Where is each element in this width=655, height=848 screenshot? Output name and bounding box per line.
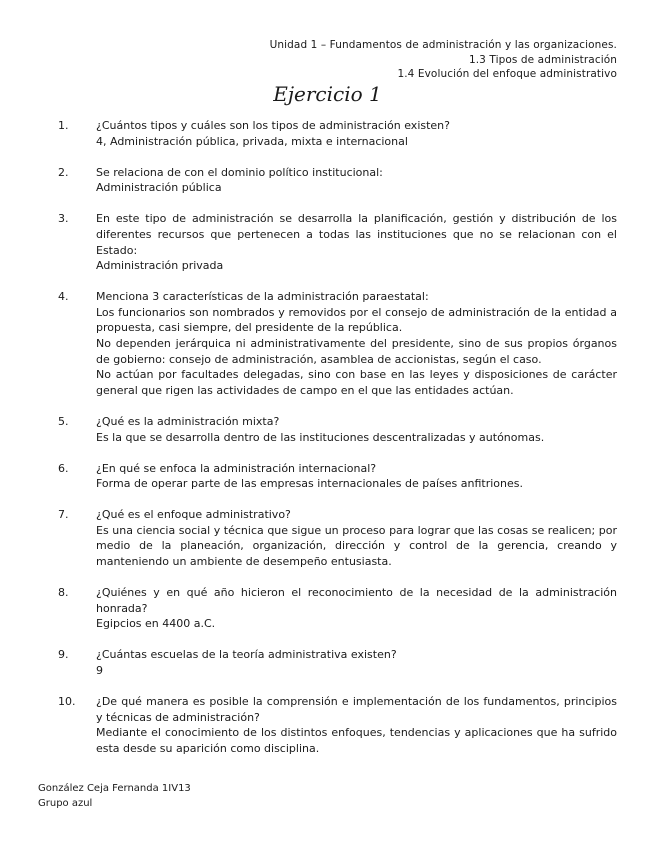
question-item xyxy=(58,289,617,398)
question-text: ¿En qué se enfoca la administración internacional? xyxy=(96,461,377,475)
question-text: ¿De qué manera es posible la comprensión e implementación de los fundamentos, principios y técnicas de administración? xyxy=(96,695,617,724)
question-number: 8. xyxy=(58,586,69,600)
header-unit: Unidad 1 – Fundamentos de administración y las organizaciones. xyxy=(269,39,617,51)
question-text: Menciona 3 características de la administración paraestatal: xyxy=(96,290,429,304)
question-item xyxy=(58,414,617,445)
question-item xyxy=(58,585,617,632)
question-text: ¿Cuántas escuelas de la teoría administrativa existen? xyxy=(96,648,397,662)
answer-text: 4, Administración pública, privada, mixta e internacional xyxy=(96,134,408,148)
question-number: 7. xyxy=(58,508,69,522)
question-number: 3. xyxy=(58,212,69,226)
header-topic-1-4: 1.4 Evolución del enfoque administrativo xyxy=(397,68,617,80)
question-item xyxy=(58,118,617,149)
page-title: Ejercicio 1 xyxy=(273,82,382,106)
question-text: En este tipo de administración se desarrolla la planificación, gestión y distribución de los diferentes recursos que pertenecen a todas las instituciones que no se relacionan con el Estado: xyxy=(96,212,617,257)
question-item xyxy=(58,647,617,678)
question-number: 5. xyxy=(58,414,69,428)
question-item xyxy=(58,165,617,196)
footer-author: González Ceja Fernanda 1IV13 xyxy=(38,783,191,794)
question-list xyxy=(58,118,617,772)
question-text: Se relaciona de con el dominio político institucional: xyxy=(96,165,383,179)
question-number: 2. xyxy=(58,165,69,179)
answer-text: Es la que se desarrolla dentro de las instituciones descentralizadas y autónomas. xyxy=(96,430,545,444)
answer-text: Administración privada xyxy=(96,259,224,273)
question-item xyxy=(58,211,617,273)
question-text: ¿Qué es la administración mixta? xyxy=(96,414,280,428)
question-number: 4. xyxy=(58,290,69,304)
answer-text: Mediante el conocimiento de los distintos enfoques, tendencias y aplicaciones que ha sufrido esta desde su aparición como disciplina. xyxy=(96,726,617,755)
answer-text: Es una ciencia social y técnica que sigue un proceso para lograr que las cosas se realicen; por medio de la planeación, organización, dirección y control de la gerencia, creando y manteniendo un ambiente de desempeño entusiasta. xyxy=(96,523,617,569)
question-item xyxy=(58,507,617,569)
question-item xyxy=(58,694,617,756)
answer-text: Administración pública xyxy=(96,181,222,195)
question-number: 10. xyxy=(58,695,76,709)
question-number: 9. xyxy=(58,648,69,662)
answer-text: Forma de operar parte de las empresas internacionales de países anfitriones. xyxy=(96,477,523,491)
question-text: ¿Quiénes y en qué año hicieron el reconocimiento de la necesidad de la administración honrada? xyxy=(96,586,617,615)
question-number: 6. xyxy=(58,461,69,475)
answer-text: Egipcios en 4400 a.C. xyxy=(96,617,216,631)
footer-group: Grupo azul xyxy=(38,798,93,809)
answer-text: 9 xyxy=(96,664,103,678)
document-header xyxy=(270,38,617,82)
answer-text: No actúan por facultades delegadas, sino con base en las leyes y disposiciones de carácter general que rigen las actividades de campo en el que las entidades actúan. xyxy=(96,368,617,397)
answer-text: No dependen jerárquica ni administrativamente del presidente, sino de sus propios órganos de gobierno: consejo de administración, asamblea de accionistas, según el caso. xyxy=(96,337,617,366)
document-footer xyxy=(38,781,191,811)
question-text: ¿Qué es el enfoque administrativo? xyxy=(96,508,291,522)
question-number: 1. xyxy=(58,119,69,132)
answer-text: Los funcionarios son nombrados y removidos por el consejo de administración de la entidad a propuesta, casi siempre, del presidente de la república. xyxy=(96,305,617,335)
question-item xyxy=(58,461,617,492)
header-topic-1-3: 1.3 Tipos de administración xyxy=(468,53,617,66)
question-text: ¿Cuántos tipos y cuáles son los tipos de administración existen? xyxy=(96,119,450,132)
